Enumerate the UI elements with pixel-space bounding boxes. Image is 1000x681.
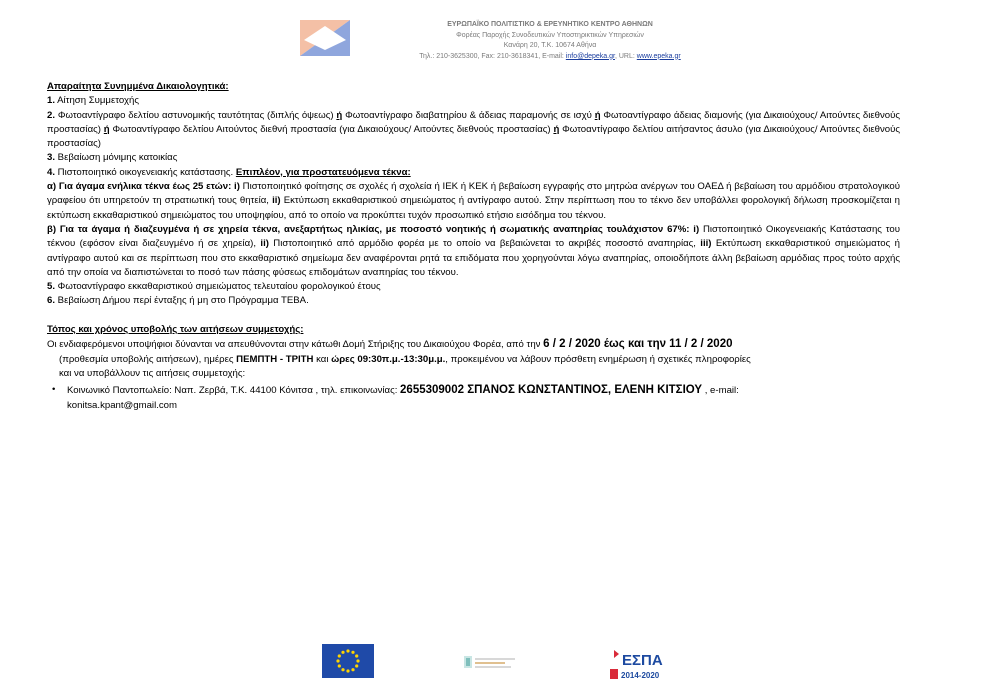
eu-flag-icon [322,644,374,678]
contact-phone: 2655309002 [400,384,464,397]
submission-instruction: και να υποβάλλουν τις αιτήσεις συμμετοχής: [59,367,246,379]
document-item-2: 2. Φωτοαντίγραφο δελτίου αστυνομικής ταυτότητας (διπλής όψεως) ή Φωτοαντίγραφο διαβατηρίου & άδειας παραμονής σε ισχύ ή Φωτοαντίγραφο άδειας διαμονής (για Δικαιούχους/ Αιτούντες διεθνούς προστασίας) ή Φωτοαντίγραφο δελτίου Αιτούντος διεθνή προστασία (για Δικαιούχους/ Αιτούντες διεθνούς προστασίας) ή Φωτοαντίγραφο δελτίου αιτήσαντος άσυλο (για Δικαιούχους/ Αιτούντες διεθνούς προστασίας) [47,109,900,150]
footer-logos [0,636,1000,681]
svg-text:2014-2020: 2014-2020 [621,671,660,680]
operational-programme-logo [462,652,522,672]
document-item-3: 3. Βεβαίωση μόνιμης κατοικίας [47,152,178,164]
document-item-4b: β) Για τα άγαμα ή διαζευγμένα ή σε χηρεία τέκνα, ανεξαρτήτως ηλικίας, με ποσοστό νοητικής ή σωματικής αναπηρίας τουλάχιστον 67%: i) Πιστοποιητικό Οικογενειακής Κατάστασης του τέκνου (εφόσον είναι διαζευγμένο ή σε χηρεία), ii) Πιστοποιητικό από αρμόδιο φορέα με το οποίο να βεβαιώνεται το ακριβές ποσοστό αναπηρίας, iii) Εκτύπωση εκκαθαριστικού σημειώματος ή αντίγραφο αυτού και σε περίπτωση που στο εκκαθαριστικό σημείωμα δεν αναφέρονται ρητά τα επιδόματα που χορηγούνται λόγω αναπηρίας, οποιοδήποτε άλλη βεβαίωση αρμόδιας προς τούτο αρχής από την οποία να διαπιστώνεται το ποσό των πάσης φύσεως επιδομάτων αναπηρίας του τέκνου. [47,223,900,278]
document-item-4: 4. Πιστοποιητικό οικογενειακής κατάστασης. Επιπλέον, για προστατευόμενα τέκνα: [47,166,411,178]
organization-name: ΕΥΡΩΠΑΪΚΟ ΠΟΛΙΤΙΣΤΙΚΟ & ΕΡΕΥΝΗΤΙΚΟ ΚΕΝΤΡΟ ΑΘΗΝΩΝ [447,21,653,28]
document-item-6: 6. Βεβαίωση Δήμου περί ένταξης ή μη στο Πρόγραμμα ΤΕΒΑ. [47,295,309,307]
document-body [47,80,900,413]
organization-logo [300,20,350,56]
submission-intro: Οι ενδιαφερόμενοι υποψήφιοι δύνανται να απευθύνονται στην κάτωθι Δομή Στήριξης του Δικαιούχου Φορέα, από την 6 / 2 / 2020 έως και την 11 / 2 / 2020 [47,338,733,351]
submission-heading: Τόπος και χρόνος υποβολής των αιτήσεων συμμετοχής: [47,324,304,336]
submission-location-item: • Κοινωνικό Παντοπωλείο: Ναπ. Ζερβά, Τ.Κ. 44100 Κόνιτσα , τηλ. επικοινωνίας: 2655309002 ΣΠΑΝΟΣ ΚΩΝΣΤΑΝΤΙΝΟΣ, ΕΛΕΝΗ ΚΙΤΣΙΟΥ , e-mail: konitsa.kpant@gmail.com [52,384,739,411]
submission-hours: ώρες 09:30π.μ.-13:30μ.μ. [331,353,446,365]
organization-address: Κανάρη 20, Τ.Κ. 10674 Αθήνα [503,42,597,49]
svg-text:ΕΣΠΑ: ΕΣΠΑ [622,652,663,669]
contact-email[interactable]: konitsa.kpant@gmail.com [67,399,177,411]
submission-days: ΠΕΜΠΤΗ - ΤΡΙΤΗ [236,353,314,365]
submission-date-range: 6 / 2 / 2020 έως και την 11 / 2 / 2020 [543,338,733,351]
document-item-4a: α) Για άγαμα ενήλικα τέκνα έως 25 ετών: i) Πιστοποιητικό φοίτησης σε σχολές ή σχολεία ή ΙΕΚ ή ΚΕΚ ή βεβαίωση εγγραφής στο μητρώα ανέργων του ΟΑΕΔ ή βεβαίωση του αρμόδιου στρατολογικού γραφείου ότι υπηρετούν τη στρατιωτική τους θητεία, ii) Εκτύπωση εκκαθαριστικού σημειώματος ή αντίγραφο αυτού. Στην περίπτωση που το τέκνο δεν υποβάλλει φορολογική δήλωση προσκομίζεται η εκτύπωση εκκαθαριστικού σημειώματος του υποψηφίου, από το οποίο να προκύπτει τυχόν προσωπικό ετήσιο εισόδημα του τέκνου. [47,181,901,221]
espa-logo [610,648,680,681]
document-item-5: 5. Φωτοαντίγραφο εκκαθαριστικού σημειώματος τελευταίου φορολογικού έτους [47,281,381,293]
document-item-1: 1. Αίτηση Συμμετοχής [47,95,139,107]
organization-email-link[interactable]: info@depeka.gr [565,52,615,60]
organization-contact: Τηλ.: 210-3625300, Fax: 210-3618341, E-mail: info@depeka.gr, URL: www.epeka.gr [419,52,681,60]
documents-heading: Απαραίτητα Συνημμένα Δικαιολογητικά: [47,81,229,92]
submission-schedule: (προθεσμία υποβολής αιτήσεων), ημέρες ΠΕΜΠΤΗ - ΤΡΙΤΗ και ώρες 09:30π.μ.-13:30μ.μ., προκειμένου να λάβουν πρόσθετη ενημέρωση ή σχετικές πληροφορίες [59,353,751,365]
contact-names: ΣΠΑΝΟΣ ΚΩΝΣΤΑΝΤΙΝΟΣ, ΕΛΕΝΗ ΚΙΤΣΙΟΥ [464,384,703,397]
bullet-icon: • [52,384,56,396]
organization-url-link[interactable]: www.epeka.gr [636,52,681,60]
header-contact-block [400,20,700,62]
organization-subtitle: Φορέας Παροχής Συνοδευτικών Υποστηρικτικών Υπηρεσιών [456,31,644,39]
